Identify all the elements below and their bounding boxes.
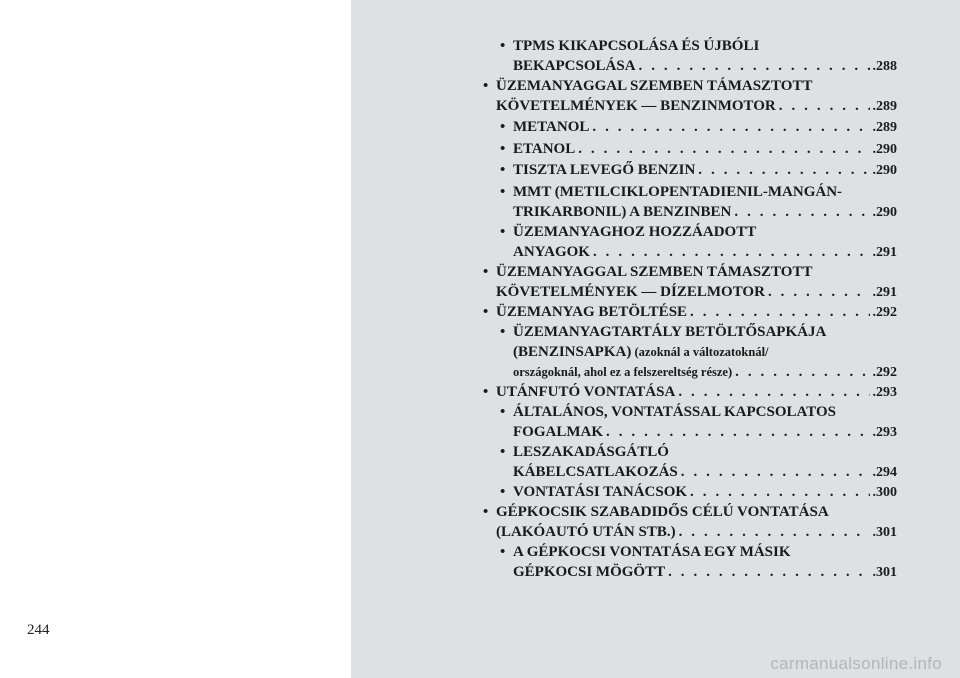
toc-entry-title: (LAKÓAUTÓ UTÁN STB.): [496, 524, 676, 540]
bullet-icon: •: [500, 38, 506, 54]
bullet-icon: •: [500, 119, 506, 135]
dot-leader: [734, 202, 869, 222]
toc-page-number: .289: [872, 120, 897, 135]
bullet-icon: •: [500, 324, 506, 340]
bullet-icon: •: [500, 484, 506, 500]
dot-leader: [690, 302, 869, 322]
toc-entry-title: UTÁNFUTÓ VONTATÁSA: [496, 384, 676, 400]
dot-leader: [592, 117, 869, 137]
dot-leader: [690, 482, 869, 502]
dot-leader: [768, 282, 870, 302]
toc-entry-title: VONTATÁSI TANÁCSOK: [513, 484, 688, 500]
toc-entry-note: (azoknál a változatoknál/: [631, 345, 769, 359]
toc-entry-title: ÁLTALÁNOS, VONTATÁSSAL KAPCSOLATOS: [513, 404, 836, 420]
dot-leader: [578, 139, 869, 159]
toc-entry-title: GÉPKOCSIK SZABADIDŐS CÉLÚ VONTATÁSA: [496, 504, 829, 520]
toc-entry[interactable]: [483, 382, 897, 403]
toc-entry-title: METANOL: [513, 119, 590, 135]
toc-entry[interactable]: [500, 542, 897, 583]
toc-page-number: .293: [872, 425, 897, 440]
toc-page-number: .301: [872, 565, 897, 580]
toc-page-number: .289: [872, 99, 897, 114]
toc-entry-title: A GÉPKOCSI VONTATÁSA EGY MÁSIK: [513, 544, 791, 560]
toc-page-number: .291: [872, 285, 897, 300]
watermark: carmanualsonline.info: [770, 654, 942, 673]
toc-entry-title: ÜZEMANYAGTARTÁLY BETÖLTŐSAPKÁJA: [513, 324, 827, 340]
toc-entry-title: KÖVETELMÉNYEK — BENZINMOTOR: [496, 98, 776, 114]
dot-leader: [606, 422, 870, 442]
bullet-icon: •: [483, 304, 489, 320]
toc-entry[interactable]: [500, 160, 897, 181]
toc-entry-title: BEKAPCSOLÁSA: [513, 58, 636, 74]
toc-page-number: .292: [872, 365, 897, 380]
toc-entry-title: ANYAGOK: [513, 244, 590, 260]
toc-entry-title: (BENZINSAPKA): [513, 344, 632, 360]
toc-entry-title: MMT (METILCIKLOPENTADIENIL-MANGÁN-: [513, 184, 843, 200]
dot-leader: [779, 96, 870, 116]
toc-entry[interactable]: [500, 182, 897, 223]
toc-entry-title: FOGALMAK: [513, 424, 603, 440]
bullet-icon: •: [483, 78, 489, 94]
toc-page-number: .294: [872, 465, 897, 480]
toc-page-number: .290: [872, 163, 897, 178]
bullet-icon: •: [500, 544, 506, 560]
bullet-icon: •: [500, 162, 506, 178]
toc-entry-title: LESZAKADÁSGÁTLÓ: [513, 444, 669, 460]
dot-leader: [639, 56, 870, 76]
bullet-icon: •: [500, 224, 506, 240]
toc-entry[interactable]: [500, 322, 897, 383]
toc-entry[interactable]: [483, 262, 897, 303]
toc-entry[interactable]: [500, 139, 897, 160]
toc-entry-title: TPMS KIKAPCSOLÁSA ÉS ÚJBÓLI: [513, 38, 760, 54]
toc-page-number: .300: [872, 485, 897, 500]
toc-entry-title: TISZTA LEVEGŐ BENZIN: [513, 162, 696, 178]
page-number: 244: [27, 622, 50, 638]
toc-entry[interactable]: [500, 36, 897, 77]
bullet-icon: •: [483, 264, 489, 280]
toc-entry[interactable]: [500, 117, 897, 138]
toc-entry[interactable]: [500, 442, 897, 483]
toc-entry-title: ETANOL: [513, 141, 576, 157]
toc-page-number: .301: [872, 525, 897, 540]
dot-leader: [681, 462, 870, 482]
toc-entry[interactable]: [483, 302, 897, 323]
dot-leader: [679, 522, 870, 542]
toc-page-number: .292: [872, 305, 897, 320]
toc-entry[interactable]: [500, 222, 897, 263]
toc-entry[interactable]: [500, 482, 897, 503]
toc-entry[interactable]: [500, 402, 897, 443]
toc-entry-title: GÉPKOCSI MÖGÖTT: [513, 564, 666, 580]
toc-page-number: .291: [872, 245, 897, 260]
toc-entry-title: ÜZEMANYAGGAL SZEMBEN TÁMASZTOTT: [496, 264, 813, 280]
toc-page-number: .288: [872, 59, 897, 74]
toc-entry-title: ÜZEMANYAGHOZ HOZZÁADOTT: [513, 224, 757, 240]
dot-leader: [678, 382, 869, 402]
bullet-icon: •: [483, 384, 489, 400]
toc-page-number: .290: [872, 142, 897, 157]
toc-entry-title: ÜZEMANYAG BETÖLTÉSE: [496, 304, 688, 320]
toc-page-number: .290: [872, 205, 897, 220]
toc-page-number: .293: [872, 385, 897, 400]
toc-entry[interactable]: [483, 76, 897, 117]
bullet-icon: •: [500, 141, 506, 157]
toc-entry-title: TRIKARBONIL) A BENZINBEN: [513, 204, 732, 220]
toc-entry-title: KÁBELCSATLAKOZÁS: [513, 464, 678, 480]
toc-entry-title: ÜZEMANYAGGAL SZEMBEN TÁMASZTOTT: [496, 78, 813, 94]
bullet-icon: •: [483, 504, 489, 520]
dot-leader: [735, 362, 869, 382]
bullet-icon: •: [500, 444, 506, 460]
bullet-icon: •: [500, 184, 506, 200]
toc-entry-title: KÖVETELMÉNYEK — DÍZELMOTOR: [496, 284, 765, 300]
dot-leader: [593, 242, 870, 262]
bullet-icon: •: [500, 404, 506, 420]
dot-leader: [668, 562, 869, 582]
toc-entry[interactable]: [483, 502, 897, 543]
toc-entry-note: országoknál, ahol ez a felszereltség része): [513, 365, 733, 379]
dot-leader: [698, 160, 869, 180]
